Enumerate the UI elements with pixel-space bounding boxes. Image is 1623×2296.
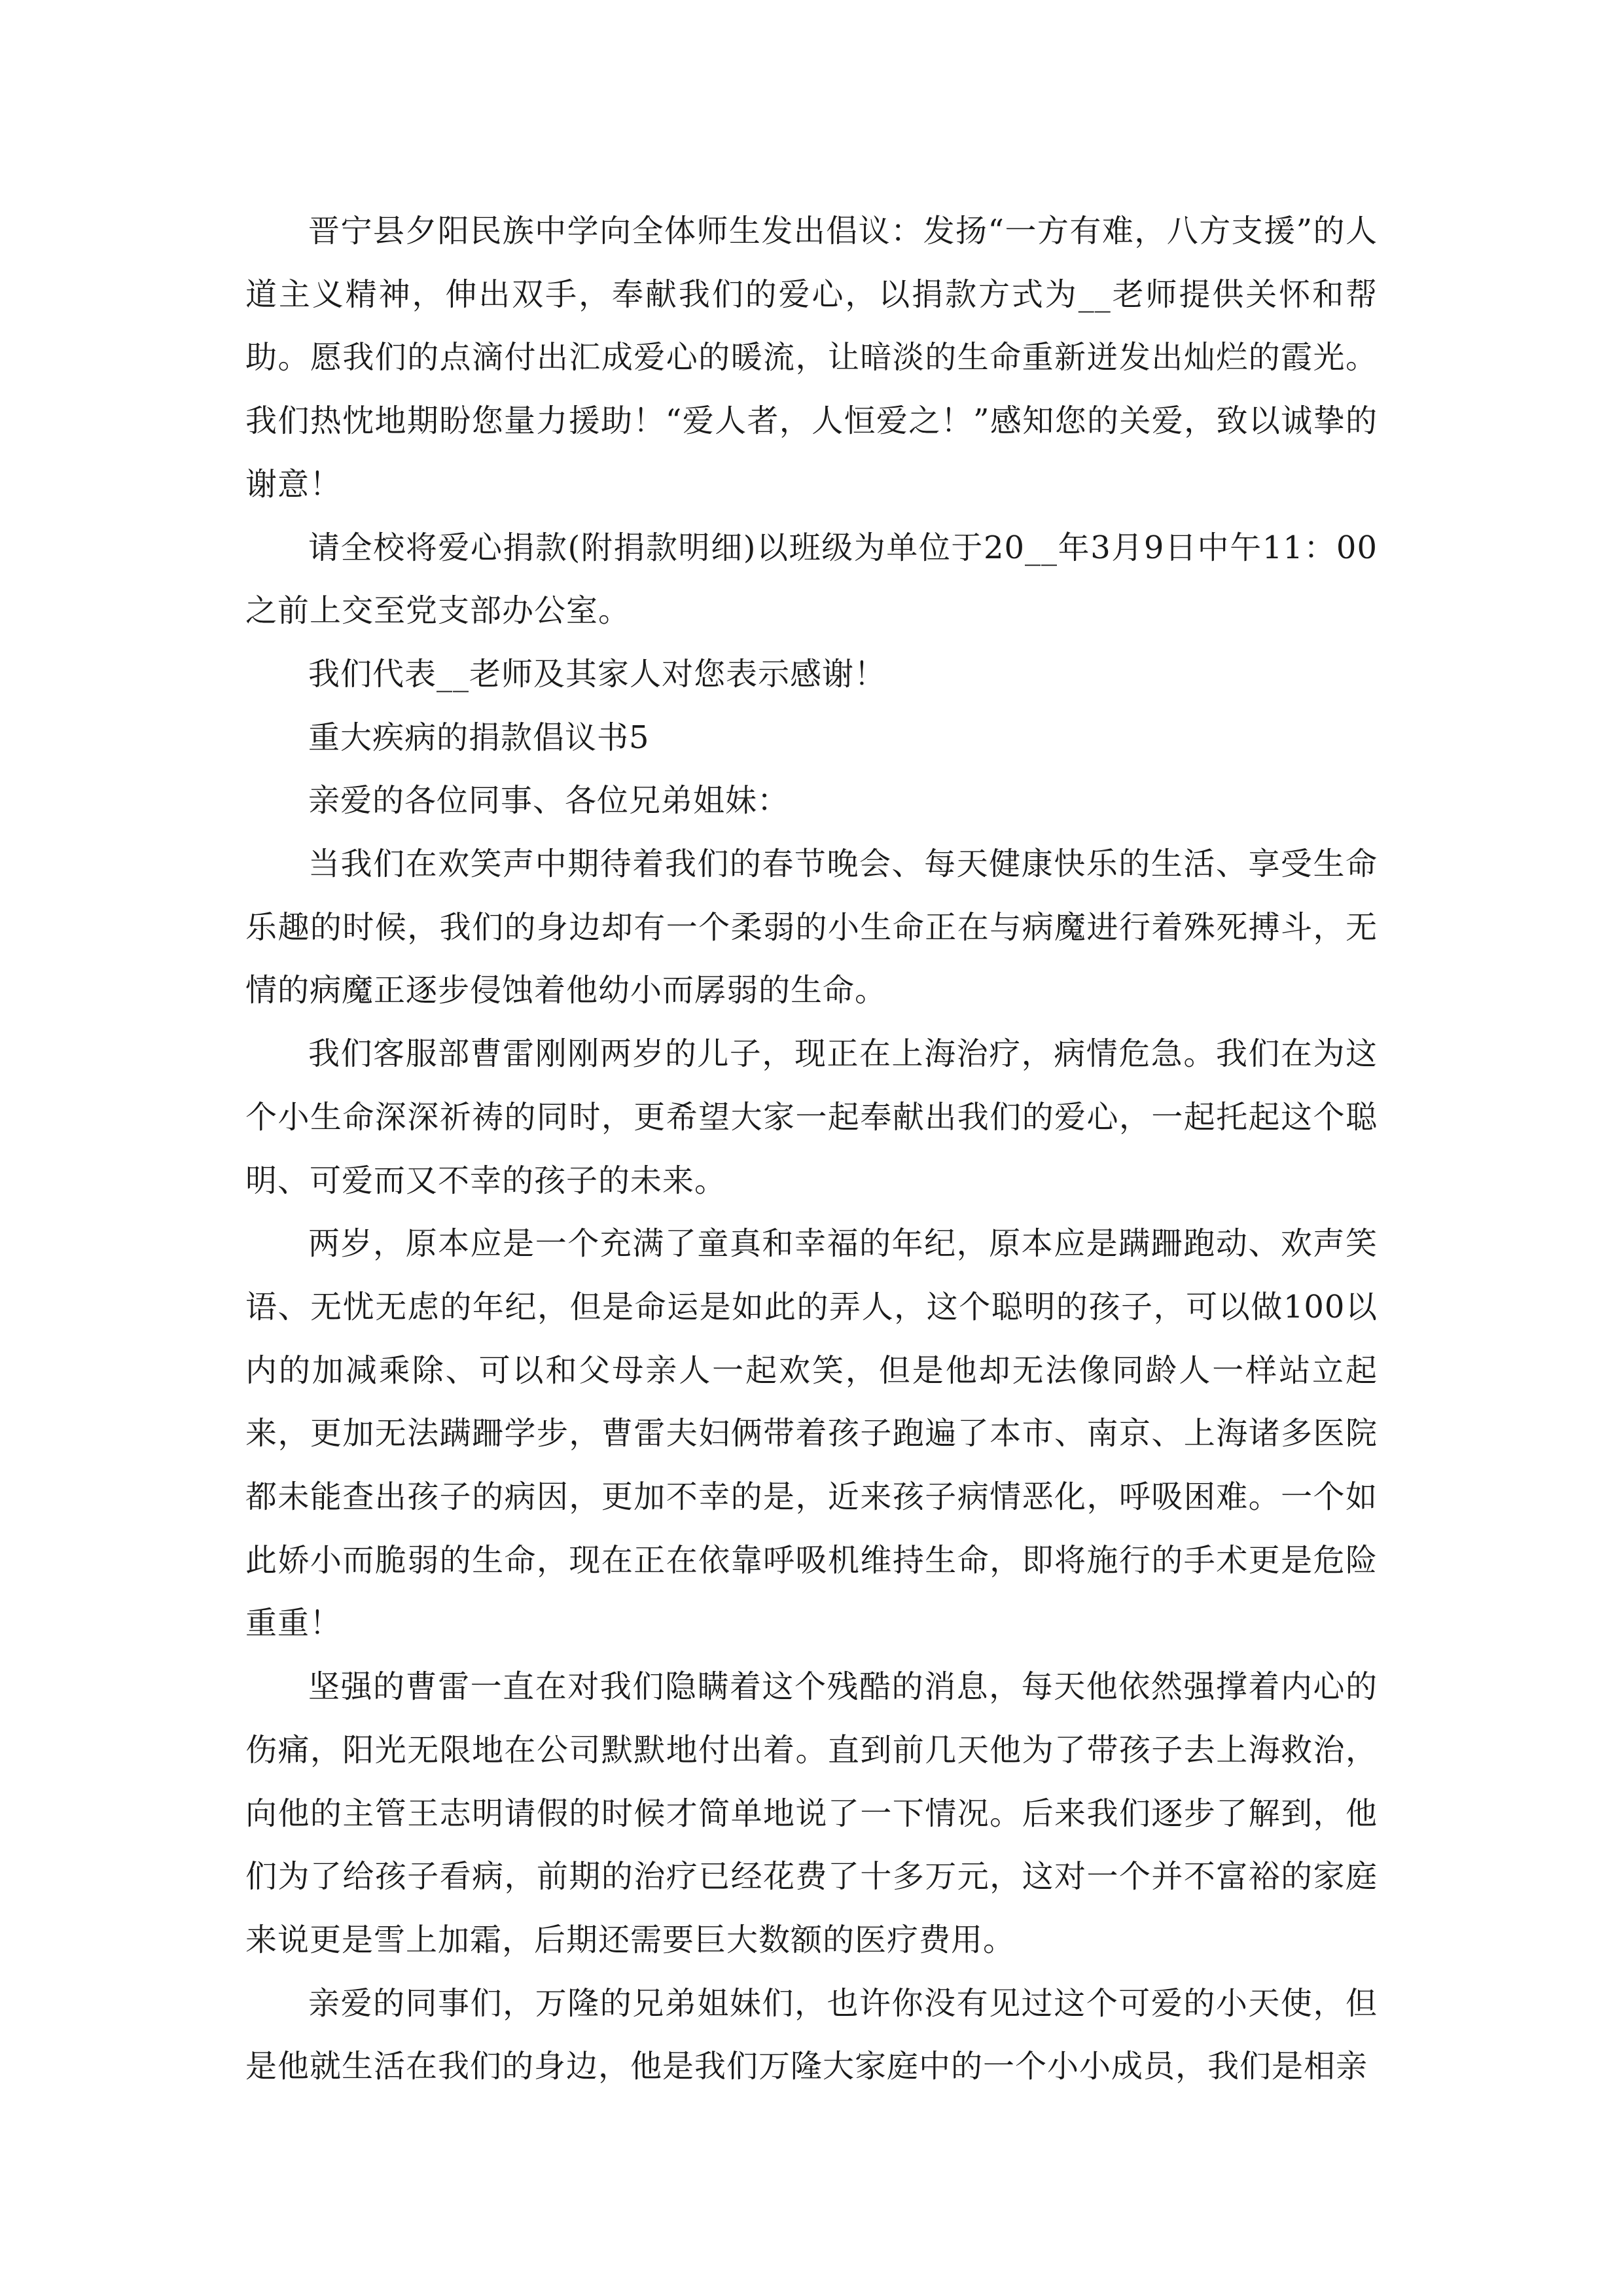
paragraph-intro: 当我们在欢笑声中期待着我们的春节晚会、每天健康快乐的生活、享受生命乐趣的时候，我们的身边却有一个柔弱的小生命正在与病魔进行着殊死搏斗，无情的病魔正逐步侵蚀着他幼小而孱弱的生命。 — [245, 846, 1378, 1009]
paragraph-situation: 我们客服部曹雷刚刚两岁的儿子，现正在上海治疗，病情危急。我们在为这个小生命深深祈祷的同时，更希望大家一起奉献出我们的爱心，一起托起这个聪明、可爱而又不幸的孩子的未来。 — [245, 1035, 1378, 1199]
section-heading: 重大疾病的捐款倡议书5 — [308, 719, 650, 756]
salutation: 亲爱的各位同事、各位兄弟姐妹： — [308, 782, 790, 819]
paragraph-closing: 亲爱的同事们，万隆的兄弟姐妹们，也许你没有见过这个可爱的小天使，但是他就生活在我们的身边，他是我们万隆大家庭中的一个小小成员，我们是相亲 — [245, 1984, 1378, 2085]
paragraph-thanks: 我们代表__老师及其家人对您表示感谢！ — [308, 655, 887, 692]
paragraph-deadline: 请全校将爱心捐款(附捐款明细)以班级为单位于20__年3月9日中午11：00之前上交至党支部办公室。 — [245, 529, 1378, 630]
paragraph-family: 坚强的曹雷一直在对我们隐瞒着这个残酷的消息，每天他依然强撑着内心的伤痛，阳光无限地在公司默默地付出着。直到前几天他为了带孩子去上海救治，向他的主管王志明请假的时候才简单地说了一下情况。后来我们逐步了解到，他们为了给孩子看病，前期的治疗已经花费了十多万元，这对一个并不富裕的家庭来说更是雪上加霜，后期还需要巨大数额的医疗费用。 — [245, 1668, 1378, 1958]
document-body — [245, 200, 1378, 2098]
paragraph-appeal: 晋宁县夕阳民族中学向全体师生发出倡议：发扬“一方有难，八方支援”的人道主义精神，伸出双手，奉献我们的爱心，以捐款方式为__老师提供关怀和帮助。愿我们的点滴付出汇成爱心的暖流，让暗淡的生命重新迸发出灿烂的霞光。我们热忱地期盼您量力援助！“爱人者，人恒爱之！”感知您的关爱，致以诚挚的谢意！ — [245, 213, 1378, 503]
paragraph-child: 两岁，原本应是一个充满了童真和幸福的年纪，原本应是蹒跚跑动、欢声笑语、无忧无虑的年纪，但是命运是如此的弄人，这个聪明的孩子，可以做100以内的加减乘除、可以和父母亲人一起欢笑，但是他却无法像同龄人一样站立起来，更加无法蹒跚学步，曹雷夫妇俩带着孩子跑遍了本市、南京、上海诸多医院都未能查出孩子的病因，更加不幸的是，近来孩子病情恶化，呼吸困难。一个如此娇小而脆弱的生命，现在正在依靠呼吸机维持生命，即将施行的手术更是危险重重！ — [245, 1225, 1378, 1642]
